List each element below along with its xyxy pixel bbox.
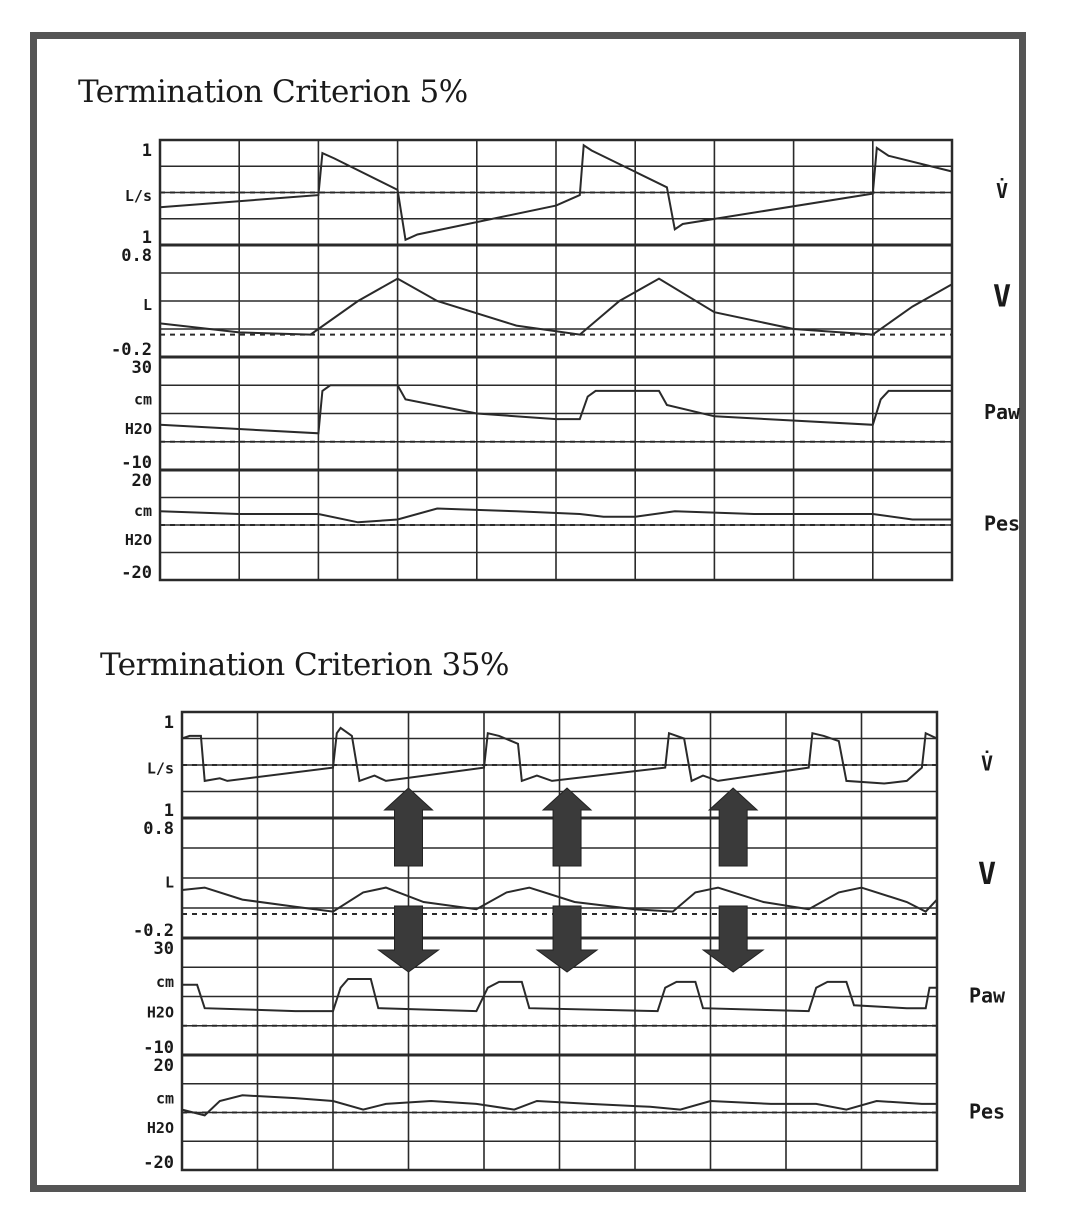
unit-label-Pes: H2O (124, 530, 152, 549)
arrow-up (709, 788, 757, 866)
ytick-top-V̇: 1 (163, 713, 174, 733)
unit-label-V: L (142, 295, 152, 314)
ytick-bottom-Paw: -10 (143, 1038, 174, 1058)
unit-label-Paw: cm (155, 973, 174, 992)
unit-label-Paw: H2O (146, 1003, 174, 1022)
ytick-top-V̇: 1 (141, 141, 152, 161)
unit-label-V: L (164, 873, 174, 892)
arrow-up (543, 788, 591, 866)
ytick-bottom-V: -0.2 (111, 340, 152, 360)
channel-label-V: V (977, 857, 997, 892)
panel-title-bottom: Termination Criterion 35% (100, 647, 509, 683)
channel-label-Pes: Pes (968, 1099, 1006, 1124)
unit-label-Paw: H2O (124, 419, 152, 438)
ytick-top-Paw: 30 (131, 358, 152, 378)
panel-0 (160, 140, 952, 580)
ytick-bottom-V̇: 1 (163, 801, 174, 821)
ytick-bottom-Paw: -10 (121, 453, 152, 473)
channel-label-V̇: V̇ (995, 178, 1009, 203)
channel-label-V: V (992, 279, 1012, 315)
arrow-up (385, 788, 433, 866)
unit-label-V̇: L/s (146, 759, 174, 778)
ytick-top-V: 0.8 (121, 246, 152, 266)
ytick-top-Pes: 20 (131, 471, 152, 491)
ytick-bottom-Pes: -20 (143, 1153, 174, 1173)
unit-label-V̇: L/s (124, 186, 152, 205)
channel-label-Paw: Paw (983, 400, 1021, 425)
unit-label-Pes: cm (155, 1089, 174, 1108)
ytick-bottom-Pes: -20 (121, 563, 152, 583)
channel-label-Pes: Pes (983, 511, 1021, 536)
ytick-top-V: 0.8 (143, 819, 174, 839)
panel-title-top: Termination Criterion 5% (78, 74, 468, 110)
unit-label-Pes: cm (133, 502, 152, 521)
unit-label-Pes: H2O (146, 1119, 174, 1138)
ytick-top-Paw: 30 (153, 939, 174, 959)
ytick-bottom-V: -0.2 (133, 921, 174, 941)
panel-1 (182, 712, 937, 1170)
ytick-bottom-V̇: 1 (141, 228, 152, 248)
ytick-top-Pes: 20 (153, 1056, 174, 1076)
unit-label-Paw: cm (133, 390, 152, 409)
channel-label-V̇: V̇ (980, 751, 994, 776)
channel-label-Paw: Paw (968, 983, 1006, 1008)
